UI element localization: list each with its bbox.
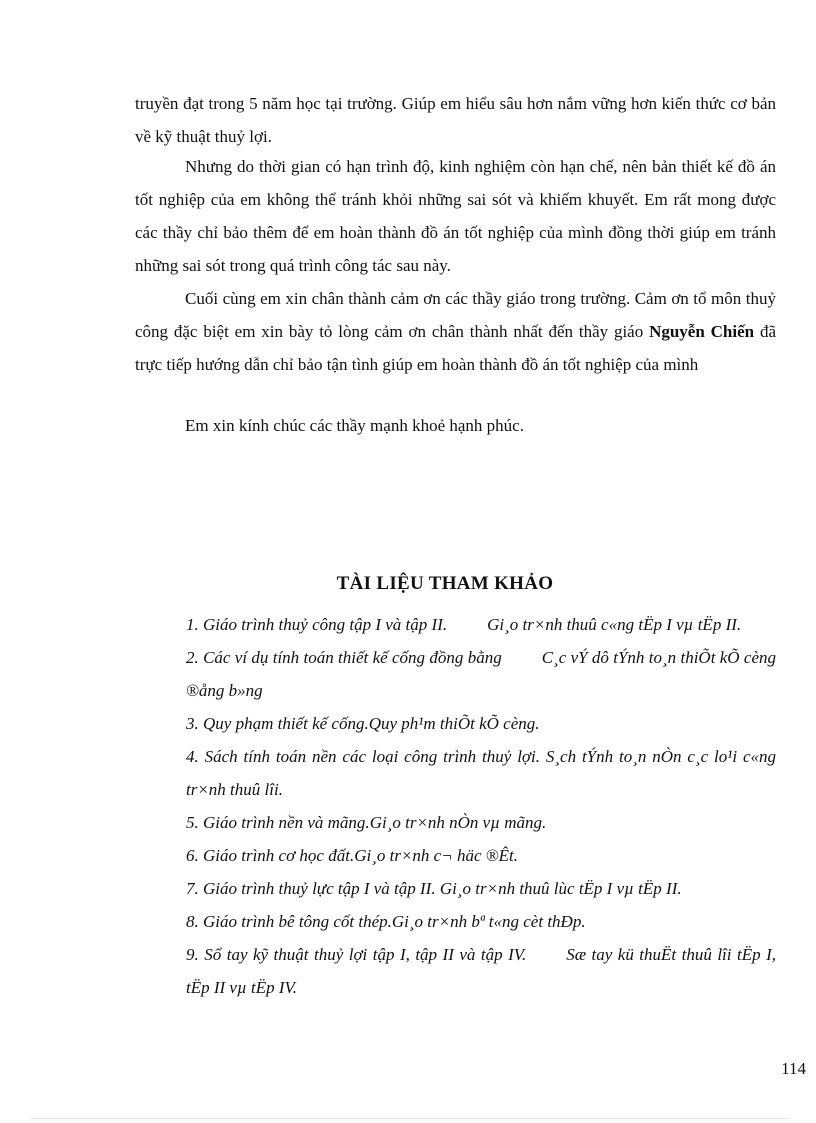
reference-item [186,839,776,872]
paragraph-intro-text: truyền đạt trong 5 năm học tại trường. Giúp em hiểu sâu hơn nắm vững hơn kiến thức cơ bản về kỹ thuật thuỷ lợi. [135,94,776,146]
reference-alt-text: Gi¸o tr×nh c¬ häc ®Êt. [354,846,519,865]
advisor-name: Nguyễn Chiến [649,322,755,341]
reference-alt-text: Gi¸o tr×nh thuû lùc tËp I vµ tËp II. [439,879,682,898]
paragraph-wishes [135,409,776,442]
reference-item [186,938,776,1004]
reference-alt-text: Gi¸o tr×nh thuû c«ng tËp I vµ tËp II. [487,615,742,634]
reference-item [186,740,776,806]
reference-alt-text: S¸ch tÝnh to¸n nÒn c¸c lo¹i c«ng tr×nh thuû lîi. [186,747,777,799]
paragraph-limitations [135,150,776,282]
reference-item [186,872,776,905]
reference-item [186,641,776,707]
reference-text: 8. Giáo trình bê tông cốt thép. [186,912,392,931]
paragraph-wishes-text: Em xin kính chúc các thầy mạnh khoẻ hạnh phúc. [185,416,524,435]
paragraph-intro [135,87,776,153]
page-number: 114 [781,1059,806,1078]
reference-text: 6. Giáo trình cơ học đất. [186,846,355,865]
reference-text: 3. Quy phạm thiết kế cống. [186,714,369,733]
references-title: TÀI LIỆU THAM KHẢO [336,573,554,594]
page-bottom-divider [30,1118,790,1119]
paragraph-limitations-text: Nhưng do thời gian có hạn trình độ, kinh nghiệm còn hạn chế, nên bản thiết kế đồ án tốt nghiệp của em không thể tránh khỏi những sai sót và khiếm khuyết. Em rất mong được các thầy chỉ bảo thêm để em hoàn thành đồ án tốt nghiệp của mình đồng thời giúp em tránh những sai sót trong quá trình công tác sau này. [135,157,776,275]
reference-alt-text: Quy ph¹m thiÕt kÕ cèng. [368,714,540,733]
reference-alt-text: Gi¸o tr×nh nÒn vµ mãng. [369,813,547,832]
reference-item [186,608,776,641]
reference-item [186,707,776,740]
paragraph-thanks [135,282,776,381]
reference-alt-text: C¸c vÝ dô tÝnh to¸n thiÕt kÕ cèng ®ång b»ng [186,648,776,700]
reference-item [186,905,776,938]
reference-text: 9. Sổ tay kỹ thuật thuỷ lợi tập I, tập II và tập IV. [186,945,527,964]
reference-alt-text: Sæ tay kü thuËt thuû lîi tËp I, tËp II vµ tËp IV. [186,945,776,997]
paragraph-thanks-text-1: Cuối cùng em xin chân thành cảm ơn các thầy giáo trong trường. Cảm ơn tổ môn thuỷ công đặc biệt em xin bày tỏ lòng cảm ơn chân thành nhất đến thầy giáo [135,289,776,341]
paragraph-thanks-text-2: đã trực tiếp hướng dẫn chỉ bảo tận tình giúp em hoàn thành đồ án tốt nghiệp của mình [135,322,776,374]
reference-item [186,806,776,839]
reference-text: 7. Giáo trình thuỷ lực tập I và tập II. [186,879,436,898]
reference-alt-text: Gi¸o tr×nh bª t«ng cèt thÐp. [391,912,586,931]
references-list [186,608,776,1004]
reference-text: 1. Giáo trình thuỷ công tập I và tập II. [186,615,448,634]
reference-text: 4. Sách tính toán nền các loại công trình thuỷ lợi. [186,747,540,766]
reference-text: 2. Các ví dụ tính toán thiết kế cống đồng bằng [186,648,502,667]
reference-text: 5. Giáo trình nền và mãng. [186,813,370,832]
